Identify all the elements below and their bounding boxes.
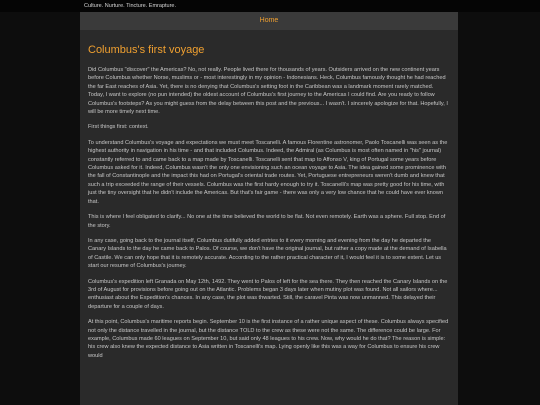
post-paragraph-context-heading: First things first: context. [88, 124, 149, 131]
post-paragraph-journal: In any case, going back to the journal itself, Columbus dutifully added entries to it every morning and evening from the day he departed the Canary Islands to the day he came back to Palos. Of course, we don't have the original journal, but rather a copy made at the demand of Isabella of Castile. We can only hope that it is remotely accurate. According to the rather practical character of it, I would feel it is to some extent. Let us start our resume of Columbus's journey. [88, 237, 447, 270]
post-paragraph-reports: At this point, Columbus's maritime reports begin. September 10 is the first instance of a rather unique aspect of these. Columbus always specified not only the distance travelled in the journal, but the distance TOLD to the crew as these were not the same. The difference could be large. For example, Columbus made 60 leagues on September 10, but said only 48 leagues to his crew. Now, why would he do that? The reason is simple: his crew also knew the expected distance to Asia written in Toscanelli's map. Lying openly like this was a way for Columbus to ensure his crew would [88, 319, 449, 359]
post-paragraph-expedition: Columbus's expedition left Granada on May 12th, 1492. They went to Palos of left for the sea there. They then reached the Canary Islands on the 3rd of August for provisions before going out on the Atlantic. Problems began 3 days later when mutiny plot was found. Not all sailors where... enthusiast about the Expedition's chances. In any case, the plot was thwarted. Still, the caravel Pinta was now unmanned. This delayed their departure for a couple of days. [88, 278, 448, 310]
post-content [88, 44, 450, 367]
site-header [0, 0, 540, 12]
post-paragraph-intro: Did Columbus "discover" the Americas? No, not really. People lived there for thousands of years. Outsiders arrived on the new continent years before Columbus whether Norse, muslims or - most interestingly in my opinion - Indonesians. Heck, Columbus famously thought he had reached the far East reaches of Asia. Yet, there is no denying that Columbus's setting foot in the Caribbean was a landmark moment rarely matched. Today, I want to explore (no pun intended) the oldest account of Columbus's first journey to the Americas I could find. Are you ready to follow Columbus's footsteps? As you might guess from the delay between this post and the previous... I wasn't. I sincerely apologize for that. Hopefully, I will be more timely next time. [88, 67, 448, 116]
site-tagline: Culture. Nurture. Tincture. Emrapture. [84, 3, 177, 9]
post-paragraph-flat-earth: This is where I feel obligated to clarify... No one at the time believed the world to be flat. Not even remotely. Earth was a sphere. Full stop. End of the story. [88, 214, 446, 229]
navigation-bar [80, 12, 458, 30]
nav-home-link[interactable]: Home [259, 17, 279, 24]
post-title: Columbus's first voyage [88, 44, 205, 56]
post-container [80, 30, 458, 405]
post-paragraph-toscanelli: To understand Columbus's voyage and expectations we must meet Toscanelli. A famous Florentine astronomer, Paolo Toscanelli was seen as the highest authority in navigation in his time - and that included Columbus. Indeed, the Admiral (as Columbus is most often named in "his" journal) constantly referred to and came back to a map made by Toscanelli. Toscanelli sent that map to Affonso V, king of Portugal some years before Columbus asked for it. Indeed, Columbus wasn't the only one envisioning such an ocean voyage to Asia. The idea gained some prominence with the fall of Constantinople and the impact this had on Portugal's oriental trade routes. Yet, Portuguese entrepreneurs weren't dumb and knew that such a trip exceeded the range of their vessels. Columbus was the first hardy enough to try it. Toscanelli's map was pretty good for his time, with just the tiny oversight that he didn't include the Americas. But that's fair game - there was only a very low chance that he could have ever known that. [88, 139, 448, 205]
